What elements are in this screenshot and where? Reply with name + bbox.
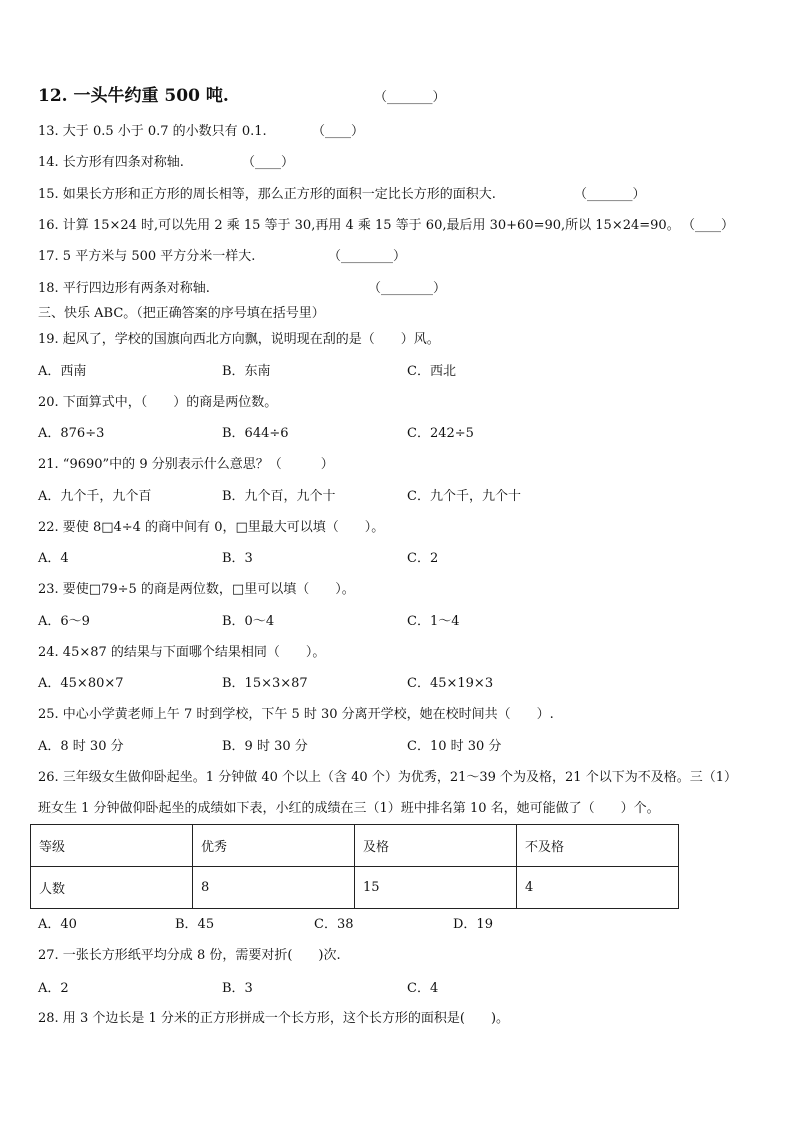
options-24 xyxy=(38,676,758,692)
table-cell: 及格 xyxy=(355,825,517,867)
option-b[interactable]: B．3 xyxy=(222,981,253,996)
question-18: 18. 平行四边形有两条对称轴. xyxy=(38,281,210,296)
options-23 xyxy=(38,614,758,630)
option-c[interactable]: C．西北 xyxy=(407,364,456,379)
answer-blank-18[interactable]: （________） xyxy=(368,281,447,296)
answer-blank-16[interactable]: （____） xyxy=(682,218,735,233)
table-row xyxy=(31,867,679,909)
options-20 xyxy=(38,426,758,442)
answer-blank-17[interactable]: （________） xyxy=(328,249,407,264)
question-17: 17. 5 平方米与 500 平方分米一样大. xyxy=(38,249,256,264)
option-b[interactable]: B．15×3×87 xyxy=(222,676,308,691)
answer-blank-12[interactable]: （_______） xyxy=(374,90,446,105)
option-a[interactable]: A．九个千，九个百 xyxy=(38,489,152,504)
options-22 xyxy=(38,551,758,567)
options-27 xyxy=(38,981,758,997)
question-20: 20. 下面算式中，（ ）的商是两位数。 xyxy=(38,395,278,410)
option-c[interactable]: C．2 xyxy=(407,551,439,566)
option-b[interactable]: B．45 xyxy=(175,917,215,932)
table-cell: 不及格 xyxy=(517,825,679,867)
question-24: 24. 45×87 的结果与下面哪个结果相同（ ）。 xyxy=(38,645,326,660)
question-12: 12. 一头牛约重 500 吨. xyxy=(38,86,229,106)
answer-blank-14[interactable]: （____） xyxy=(242,155,295,170)
option-a[interactable]: A．西南 xyxy=(38,364,87,379)
option-c[interactable]: C．4 xyxy=(407,981,439,996)
question-16: 16. 计算 15×24 时,可以先用 2 乘 15 等于 30,再用 4 乘 15 等于 60,最后用 30+60=90,所以 15×24=90。 xyxy=(38,218,680,233)
option-b[interactable]: B．3 xyxy=(222,551,253,566)
question-26-line2: 班女生 1 分钟做仰卧起坐的成绩如下表，小红的成绩在三（1）班中排名第 10 名，她可能做了（ ）个。 xyxy=(38,801,660,816)
option-a[interactable]: A．876÷3 xyxy=(38,426,105,441)
option-a[interactable]: A．4 xyxy=(38,551,69,566)
option-b[interactable]: B．9 时 30 分 xyxy=(222,739,308,754)
table-cell: 等级 xyxy=(31,825,193,867)
option-b[interactable]: B．九个百，九个十 xyxy=(222,489,336,504)
option-c[interactable]: C．38 xyxy=(314,917,354,932)
question-21: 21. “9690”中的 9 分别表示什么意思？（ ） xyxy=(38,457,334,472)
question-23: 23. 要使□79÷5 的商是两位数，□里可以填（ ）。 xyxy=(38,582,355,597)
options-19 xyxy=(38,364,758,380)
option-b[interactable]: B．644÷6 xyxy=(222,426,289,441)
option-c[interactable]: C．45×19×3 xyxy=(407,676,494,691)
question-15: 15. 如果长方形和正方形的周长相等，那么正方形的面积一定比长方形的面积大. xyxy=(38,187,496,202)
option-c[interactable]: C．1～4 xyxy=(407,614,460,629)
option-c[interactable]: C．242÷5 xyxy=(407,426,474,441)
options-26 xyxy=(38,917,758,933)
table-cell: 15 xyxy=(355,867,517,909)
option-b[interactable]: B．东南 xyxy=(222,364,271,379)
answer-blank-13[interactable]: （____） xyxy=(312,124,365,139)
answer-blank-15[interactable]: （_______） xyxy=(574,187,646,202)
options-25 xyxy=(38,739,758,755)
options-21 xyxy=(38,489,758,505)
option-d[interactable]: D．19 xyxy=(453,917,493,932)
table-cell: 8 xyxy=(193,867,355,909)
table-header-row xyxy=(31,825,679,867)
table-cell: 人数 xyxy=(31,867,193,909)
question-27: 27. 一张长方形纸平均分成 8 份，需要对折( )次. xyxy=(38,948,341,963)
question-25: 25. 中心小学黄老师上午 7 时到学校，下午 5 时 30 分离开学校，她在校时间共（ ）. xyxy=(38,707,554,722)
question-13: 13. 大于 0.5 小于 0.7 的小数只有 0.1. xyxy=(38,124,267,139)
option-b[interactable]: B．0～4 xyxy=(222,614,275,629)
section-heading: 三、快乐 ABC。（把正确答案的序号填在括号里） xyxy=(38,306,325,321)
question-28: 28. 用 3 个边长是 1 分米的正方形拼成一个长方形，这个长方形的面积是( )。 xyxy=(38,1011,510,1026)
question-14: 14. 长方形有四条对称轴. xyxy=(38,155,184,170)
option-c[interactable]: C．10 时 30 分 xyxy=(407,739,502,754)
score-table xyxy=(30,824,679,909)
table-cell: 优秀 xyxy=(193,825,355,867)
question-26-line1: 26. 三年级女生做仰卧起坐。1 分钟做 40 个以上（含 40 个）为优秀，21～39 个为及格，21 个以下为不及格。三（1） xyxy=(38,770,737,785)
option-a[interactable]: A．2 xyxy=(38,981,69,996)
option-a[interactable]: A．8 时 30 分 xyxy=(38,739,124,754)
table-cell: 4 xyxy=(517,867,679,909)
option-a[interactable]: A．45×80×7 xyxy=(38,676,124,691)
option-a[interactable]: A．40 xyxy=(38,917,77,932)
question-19: 19. 起风了，学校的国旗向西北方向飘，说明现在刮的是（ ）风。 xyxy=(38,332,440,347)
option-a[interactable]: A．6～9 xyxy=(38,614,90,629)
question-22: 22. 要使 8□4÷4 的商中间有 0，□里最大可以填（ ）。 xyxy=(38,520,385,535)
option-c[interactable]: C．九个千，九个十 xyxy=(407,489,521,504)
